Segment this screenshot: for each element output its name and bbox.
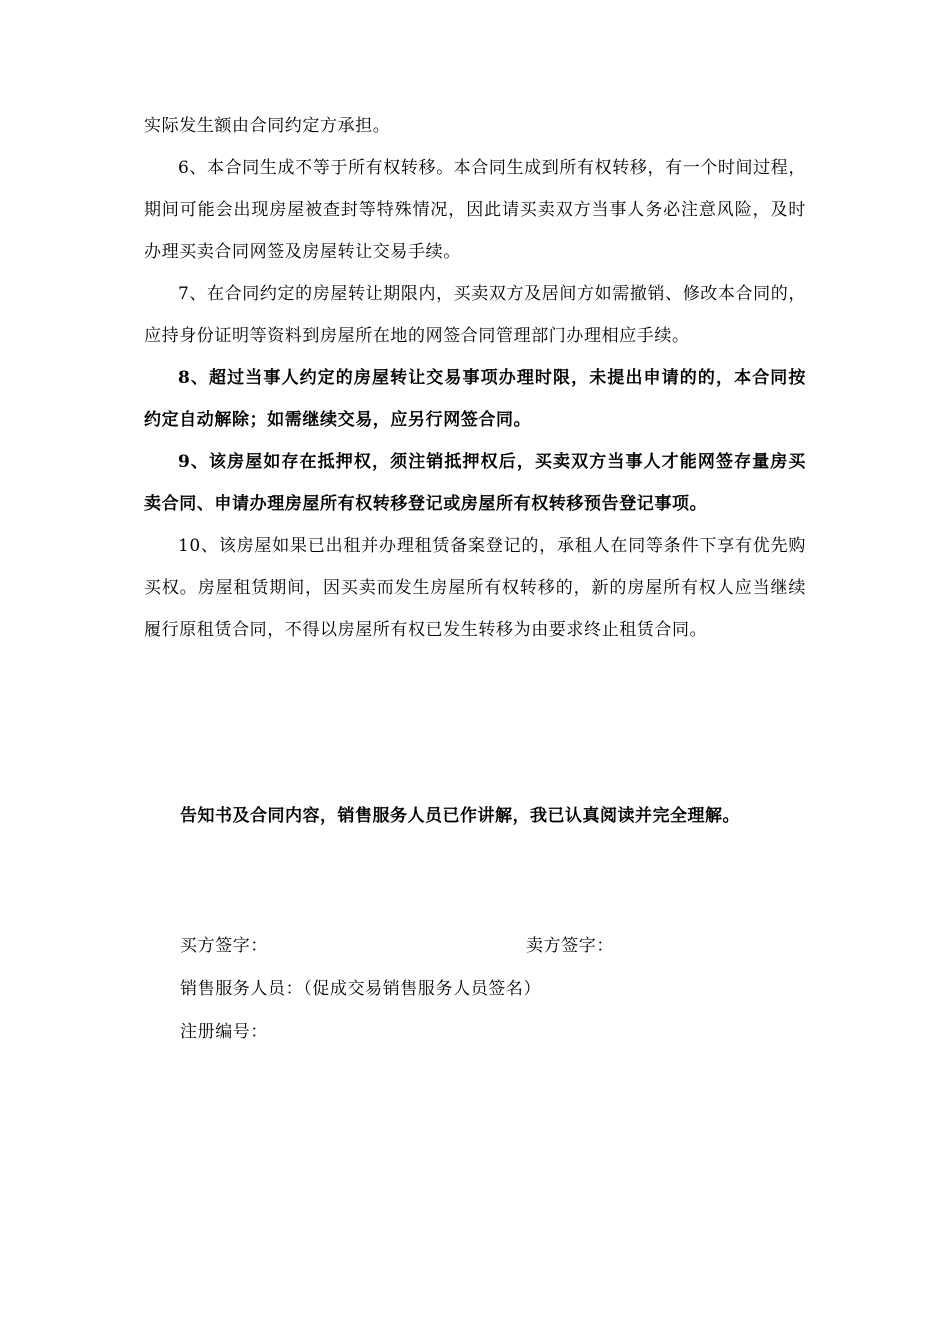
acknowledgement-statement: 告知书及合同内容，销售服务人员已作讲解，我已认真阅读并完全理解。 (180, 806, 740, 826)
agent-signature-label: 销售服务人员：（促成交易销售服务人员签名） (180, 979, 542, 999)
clause-7: 7、在合同约定的房屋转让期限内，买卖双方及居间方如需撤销、修改本合同的，应持身份证明等资料到房屋所在地的网签合同管理部门办理相应手续。 (144, 284, 806, 346)
buyer-signature-label: 买方签字： (180, 936, 268, 956)
clause-9: 9、该房屋如存在抵押权，须注销抵押权后，买卖双方当事人才能网签存量房买卖合同、申请办理房屋所有权转移登记或房屋所有权转移预告登记事项。 (144, 452, 806, 514)
clause-continuation: 实际发生额由合同约定方承担。 (144, 116, 391, 136)
clause-list (144, 105, 806, 651)
seller-signature-label: 卖方签字： (526, 936, 614, 956)
clause-6: 6、本合同生成不等于所有权转移。本合同生成到所有权转移，有一个时间过程，期间可能会出现房屋被查封等特殊情况，因此请买卖双方当事人务必注意风险，及时办理买卖合同网签及房屋转让交易手续。 (144, 158, 806, 262)
registration-number-label: 注册编号： (180, 1022, 268, 1042)
clause-8: 8、超过当事人约定的房屋转让交易事项办理时限，未提出申请的的，本合同按约定自动解除；如需继续交易，应另行网签合同。 (144, 368, 806, 430)
clause-10: 10、该房屋如果已出租并办理租赁备案登记的，承租人在同等条件下享有优先购买权。房屋租赁期间，因买卖而发生房屋所有权转移的，新的房屋所有权人应当继续履行原租赁合同，不得以房屋所有权已发生转移为由要求终止租赁合同。 (144, 536, 806, 640)
